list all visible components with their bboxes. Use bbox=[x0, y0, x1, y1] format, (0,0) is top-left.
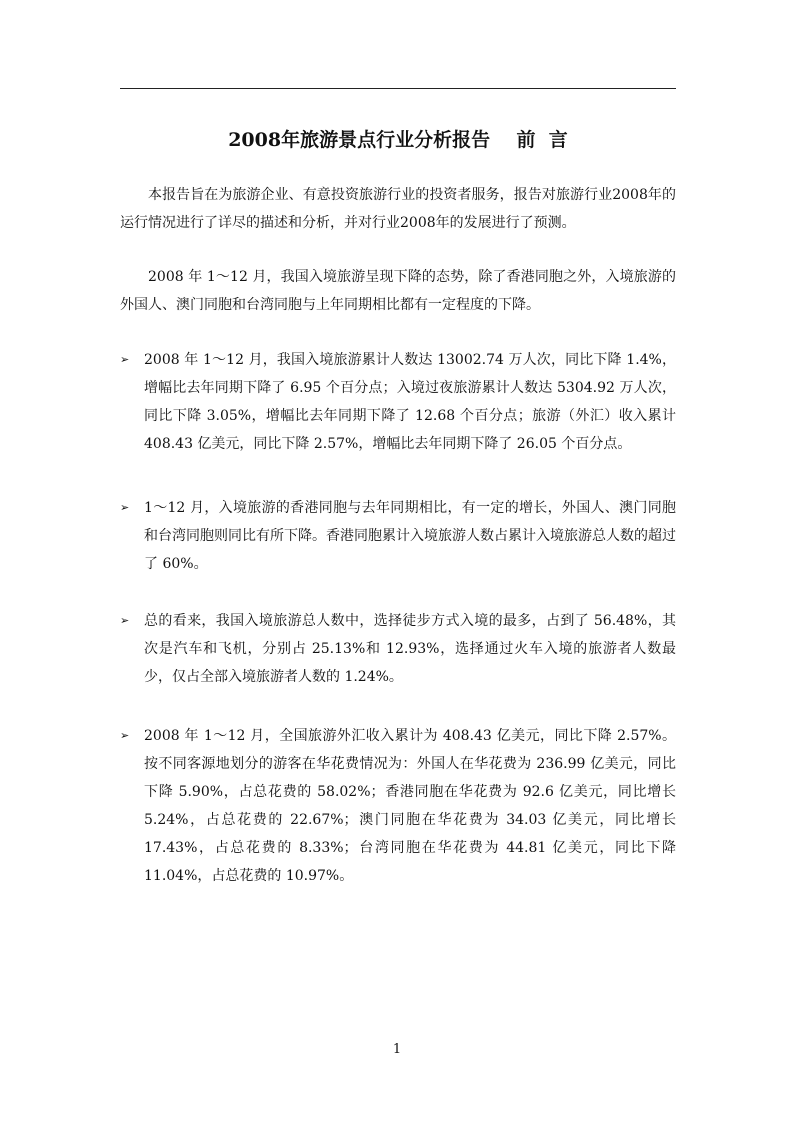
bullet-item-transport bbox=[120, 607, 676, 691]
bullet-text: 2008 年 1～12 月，全国旅游外汇收入累计为 408.43 亿美元，同比下降 2.57%。按不同客源地划分的游客在华花费情况为：外国人在华花费为 236.99 亿美元，同比下降 5.90%，占总花费的 58.02%；香港同胞在华花费为 92.6 亿美元，同比增长 5.24%，占总花费的 22.67%；澳门同胞在华花费为 34.03 亿美元，同比增长 17.43%，占总花费的 8.33%；台湾同胞在华花费为 44.81 亿美元，同比下降 11.04%，占总花费的 10.97%。 bbox=[144, 728, 676, 884]
bullet-item-arrivals bbox=[120, 346, 676, 458]
bullet-item-hongkong bbox=[120, 494, 676, 578]
arrowhead-bullet-icon: ➢ bbox=[120, 614, 130, 627]
bullet-text: 总的看来，我国入境旅游总人数中，选择徒步方式入境的最多，占到了 56.48%，其次是汽车和飞机，分别占 25.13%和 12.93%，选择通过火车入境的旅游者人数最少，仅占全部入境旅游者人数的 1.24%。 bbox=[144, 613, 676, 685]
bullet-item-spending bbox=[120, 722, 676, 890]
arrowhead-bullet-icon: ➢ bbox=[120, 353, 130, 366]
intro-paragraph: 本报告旨在为旅游企业、有意投资旅游行业的投资者服务，报告对旅游行业2008年的运行情况进行了详尽的描述和分析，并对行业2008年的发展进行了预测。 bbox=[120, 187, 676, 231]
arrowhead-bullet-icon: ➢ bbox=[120, 729, 130, 742]
header-rule bbox=[120, 88, 676, 89]
summary-paragraph: 2008 年 1～12 月，我国入境旅游呈现下降的态势，除了香港同胞之外，入境旅游的外国人、澳门同胞和台湾同胞与上年同期相比都有一定程度的下降。 bbox=[120, 269, 676, 313]
document-title: 2008年旅游景点行业分析报告 前 言 bbox=[228, 129, 568, 151]
bullet-text: 1～12 月，入境旅游的香港同胞与去年同期相比，有一定的增长，外国人、澳门同胞和台湾同胞则同比有所下降。香港同胞累计入境旅游人数占累计入境旅游总人数的超过了 60%。 bbox=[144, 500, 676, 572]
page-number: 1 bbox=[392, 1042, 402, 1057]
bullet-text: 2008 年 1～12 月，我国入境旅游累计人数达 13002.74 万人次，同比下降 1.4%，增幅比去年同期下降了 6.95 个百分点；入境过夜旅游累计人数达 5304.92 万人次，同比下降 3.05%，增幅比去年同期下降了 12.68 个百分点；旅游（外汇）收入累计 408.43 亿美元，同比下降 2.57%，增幅比去年同期下降了 26.05 个百分点。 bbox=[144, 352, 676, 452]
arrowhead-bullet-icon: ➢ bbox=[120, 501, 130, 514]
